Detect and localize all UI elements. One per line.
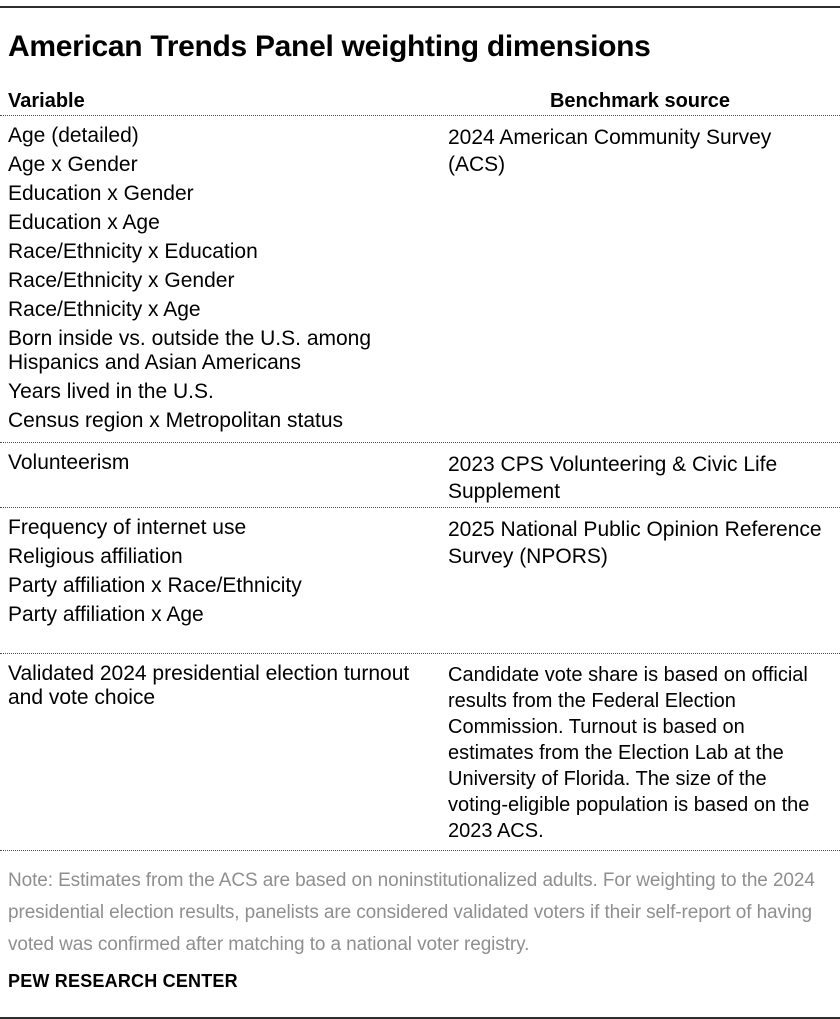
variable-item: Census region x Metropolitan status [8,409,344,432]
page-title: American Trends Panel weighting dimensions [8,30,651,63]
pew-table-figure [0,6,840,1012]
source-label: PEW RESEARCH CENTER [8,971,238,991]
table-row-validated-vote [0,654,840,851]
variable-item: Frequency of internet use [8,516,247,539]
variable-item: Race/Ethnicity x Gender [8,269,235,292]
variable-cell [0,124,440,433]
variable-item: Born inside vs. outside the U.S. among Hispanics and Asian Americans [8,327,372,374]
variable-item: Age (detailed) [8,124,139,147]
variable-item: Age x Gender [8,153,138,176]
benchmark-cell: Candidate vote share is based on official results from the Federal Election Commission. Turnout is based on estimates from the Election Lab at the University of Florida. The size of the voting-eligible population is based on the 2023 ACS. [448,664,810,842]
benchmark-cell: 2023 CPS Volunteering & Civic Life Supplement [448,453,778,503]
top-rule [0,6,840,8]
table-row-volunteerism [0,443,840,508]
variable-item: Education x Gender [8,182,194,205]
variable-item: Party affiliation x Age [8,603,204,626]
table-header-row [0,64,840,116]
benchmark-cell: 2025 National Public Opinion Reference Survey (NPORS) [448,518,822,568]
variable-item: Religious affiliation [8,545,183,568]
note-text: Note: Estimates from the ACS are based on noninstitutionalized adults. For weighting to the 2024 presidential election results, panelists are considered validated voters if their self-report of having voted was confirmed after matching to a national voter registry. [8,870,815,955]
variable-cell [0,451,440,505]
variable-item: Volunteerism [8,451,130,474]
variable-item: Party affiliation x Race/Ethnicity [8,574,302,597]
variable-cell [0,516,440,627]
variable-item: Race/Ethnicity x Age [8,298,201,321]
column-header-benchmark-source: Benchmark source [549,90,731,112]
variable-item: Education x Age [8,211,160,234]
variable-item: Years lived in the U.S. [8,380,214,403]
table-row-demographics [0,116,840,443]
table-row-npors [0,508,840,654]
variable-item: Race/Ethnicity x Education [8,240,258,263]
variable-item: Validated 2024 presidential election turnout and vote choice [8,662,410,709]
variable-cell [0,662,440,844]
benchmark-cell: 2024 American Community Survey (ACS) [448,126,772,176]
column-header-variable: Variable [8,90,85,112]
